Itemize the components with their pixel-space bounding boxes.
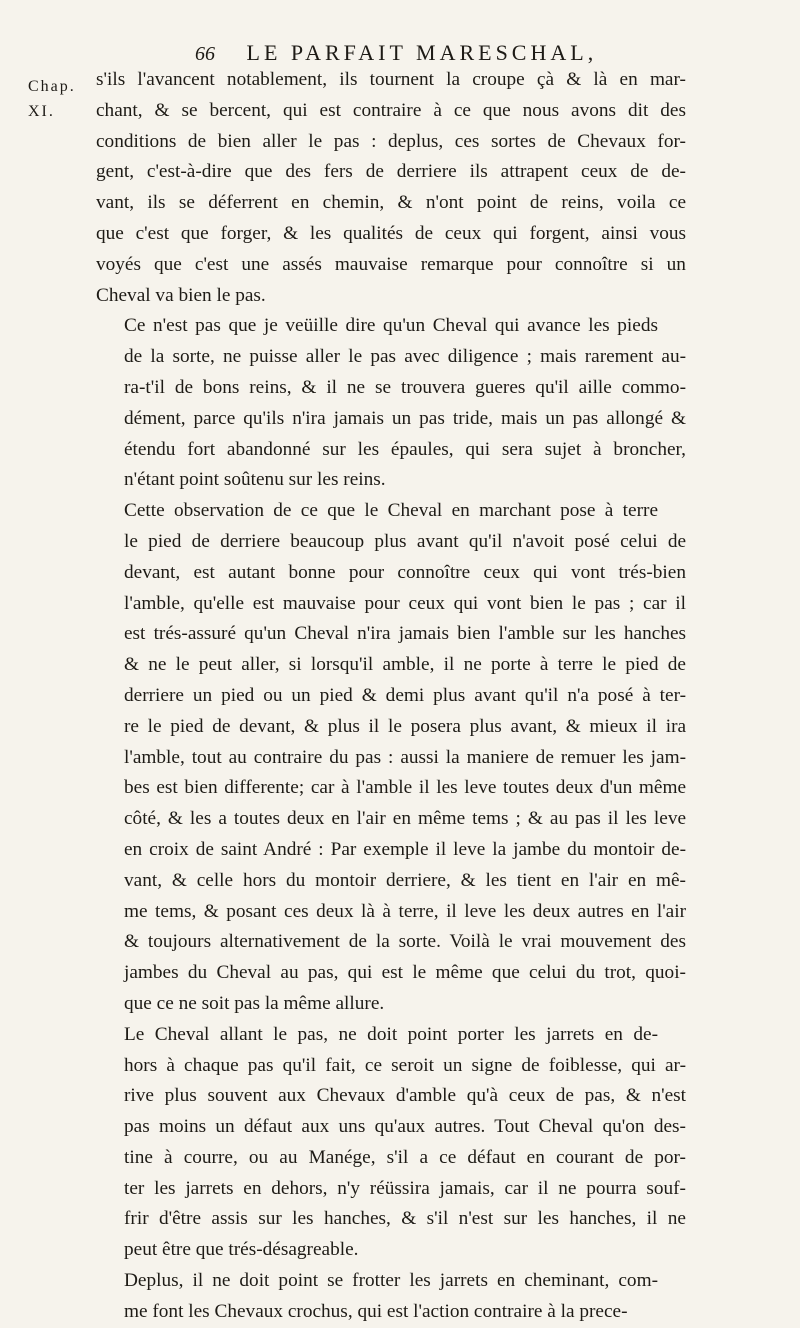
paragraph: [96, 1266, 686, 1328]
text-line: le pied de derriere beaucoup plus avant qu'il n'avoit posé celui de: [124, 530, 687, 552]
text-line: frir d'être assis sur les hanches, & s'il n'est sur les hanches, il ne: [124, 1208, 686, 1230]
text-line: chant, & se bercent, qui est contraire à ce que nous avons dit des: [96, 99, 686, 121]
text-line: étendu fort abandonné sur les épaules, qui sera sujet à broncher,: [124, 438, 686, 460]
text-line: Le Cheval allant le pas, ne doit point porter les jarrets en de-: [124, 1023, 659, 1045]
paragraph: [96, 496, 686, 1020]
text-line: est trés-assuré qu'un Cheval n'ira jamais bien l'amble sur les hanches: [124, 623, 687, 645]
text-line: devant, est autant bonne pour connoître ceux qui vont trés-bien: [124, 561, 686, 583]
running-title: LE PARFAIT MARESCHAL,: [246, 40, 598, 65]
margin-note-number: XI.: [28, 103, 55, 120]
paragraph: [96, 65, 686, 311]
text-line: s'ils l'avancent notablement, ils tournent la croupe çà & là en mar-: [96, 69, 686, 90]
text-line: derriere un pied ou un pied & demi plus avant qu'il n'a posé à ter-: [124, 684, 687, 706]
body-text: [96, 65, 686, 1328]
text-line: que c'est que forger, & les qualités de ceux qui forgent, ainsi vous: [96, 222, 687, 244]
running-header: [195, 40, 597, 66]
text-line: re le pied de devant, & plus il le posera plus avant, & mieux il ira: [124, 715, 687, 737]
text-line: tine à courre, ou au Manége, s'il a ce défaut en courant de por-: [124, 1146, 686, 1168]
text-line: voyés que c'est une assés mauvaise remarque pour connoître si un: [96, 253, 686, 275]
text-line: hors à chaque pas qu'il fait, ce seroit un signe de foiblesse, qui ar-: [124, 1054, 687, 1076]
text-line: l'amble, qu'elle est mauvaise pour ceux qui vont bien le pas ; car il: [124, 592, 687, 614]
chapter-margin-note: [28, 74, 76, 124]
text-line: ter les jarrets en dehors, n'y réüssira jamais, car il ne pourra souf-: [124, 1177, 686, 1199]
text-line: de la sorte, ne puisse aller le pas avec diligence ; mais rarement au-: [124, 346, 687, 368]
text-line: vant, & celle hors du montoir derriere, & les tient en l'air en mê-: [124, 869, 686, 891]
page-number: 66: [195, 43, 215, 65]
text-line: me tems, & posant ces deux là à terre, il leve les deux autres en l'air: [124, 900, 687, 922]
text-line: me font les Chevaux crochus, qui est l'action contraire à la prece-: [124, 1300, 628, 1322]
paragraph: [96, 311, 686, 496]
text-line: Cette observation de ce que le Cheval en marchant pose à terre: [124, 500, 658, 522]
text-line: rive plus souvent aux Chevaux d'amble qu'à ceux de pas, & n'est: [124, 1085, 687, 1107]
text-line: dément, parce qu'ils n'ira jamais un pas tride, mais un pas allongé &: [124, 407, 686, 429]
text-line: en croix de saint André : Par exemple il leve la jambe du montoir de-: [124, 838, 687, 860]
text-line: bes est bien differente; car à l'amble il les leve toutes deux d'un même: [124, 777, 687, 799]
text-line: conditions de bien aller le pas : deplus, ces sortes de Chevaux for-: [96, 130, 686, 152]
paragraph: [96, 1020, 686, 1266]
text-line: & ne le peut aller, si lorsqu'il amble, il ne porte à terre le pied de: [124, 654, 686, 676]
text-line: pas moins un défaut aux uns qu'aux autres. Tout Cheval qu'on des-: [124, 1116, 686, 1138]
text-line: peut être que trés-désagreable.: [124, 1239, 359, 1261]
text-line: jambes du Cheval au pas, qui est le même que celui du trot, quoi-: [124, 962, 686, 984]
text-line: & toujours alternativement de la sorte. Voilà le vrai mouvement des: [124, 931, 686, 953]
text-line: vant, ils se déferrent en chemin, & n'ont point de reins, voila ce: [96, 192, 687, 214]
text-line: Ce n'est pas que je veüille dire qu'un Cheval qui avance les pieds: [124, 315, 658, 337]
text-line: que ce ne soit pas la même allure.: [124, 992, 385, 1014]
margin-note-chapter: Chap.: [28, 78, 76, 95]
text-line: n'étant point soûtenu sur les reins.: [124, 469, 386, 491]
text-line: gent, c'est-à-dire que des fers de derriere ils attrapent ceux de de-: [96, 161, 686, 183]
text-line: Cheval va bien le pas.: [96, 284, 266, 306]
text-line: l'amble, tout au contraire du pas : aussi la maniere de remuer les jam-: [124, 746, 687, 768]
text-line: côté, & les a toutes deux en l'air en même tems ; & au pas il les leve: [124, 808, 687, 830]
text-line: ra-t'il de bons reins, & il ne se trouvera gueres qu'il aille commo-: [124, 376, 686, 398]
text-line: Deplus, il ne doit point se frotter les jarrets en cheminant, com-: [124, 1270, 658, 1292]
